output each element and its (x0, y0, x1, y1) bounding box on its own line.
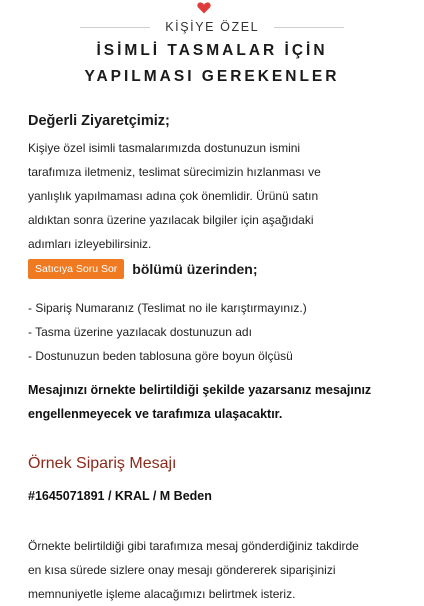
ask-seller-button[interactable]: Satıcıya Soru Sor (28, 259, 124, 279)
example-order-message: #1645071891 / KRAL / M Beden (28, 489, 212, 503)
intro-paragraph (28, 136, 402, 256)
required-info-list (28, 296, 402, 368)
outro-line: Örnekte belirtildiği gibi tarafımıza mesaj gönderdiğiniz takdirde (28, 539, 359, 553)
ask-seller-suffix: bölümü üzerinden; (132, 261, 258, 277)
warning-line: engellenmeyecek ve tarafımıza ulaşacaktır. (28, 407, 283, 421)
outro-paragraph (28, 534, 402, 606)
example-heading: Örnek Sipariş Mesajı (28, 455, 177, 472)
intro-line: tarafımıza iletmeniz, teslimat sürecimizin hızlanması ve (28, 165, 321, 179)
warning-line: Mesajınızı örnekte belirtildiği şekilde yazarsanız mesajınız (28, 383, 372, 397)
heart-icon (197, 2, 211, 14)
kicker-divider-left (80, 27, 150, 28)
warning-note (28, 378, 404, 426)
intro-line: yanlışlık yapılmaması adına çok önemlidir. Ürünü satın (28, 189, 319, 203)
intro-line: aldıktan sonra üzerine yazılacak bilgiler için aşağıdaki (28, 213, 314, 227)
intro-line: Kişiye özel isimli tasmalarımızda dostunuzun ismini (28, 141, 301, 155)
outro-line: en kısa sürede sizlere onay mesajı göndererek siparişinizi (28, 563, 336, 577)
kicker-divider-right (274, 27, 344, 28)
greeting: Değerli Ziyaretçimiz; (28, 113, 170, 129)
list-item: - Dostunuzun beden tablosuna göre boyun ölçüsü (28, 349, 293, 363)
page-title-line-2: YAPILMASI GEREKENLER (84, 68, 340, 85)
outro-line: memnuniyetle işleme alacağımızı belirtmek isteriz. (28, 587, 296, 601)
list-item: - Sipariş Numaranız (Teslimat no ile karıştırmayınız.) (28, 301, 307, 315)
page-title-line-1: İSİMLİ TASMALAR İÇİN (96, 42, 328, 59)
intro-line: adımları izleyebilirsiniz. (28, 237, 152, 251)
list-item: - Tasma üzerine yazılacak dostunuzun adı (28, 325, 252, 339)
ask-seller-row (28, 258, 258, 280)
header-kicker (0, 20, 424, 34)
kicker-text: KİŞİYE ÖZEL (165, 20, 259, 34)
